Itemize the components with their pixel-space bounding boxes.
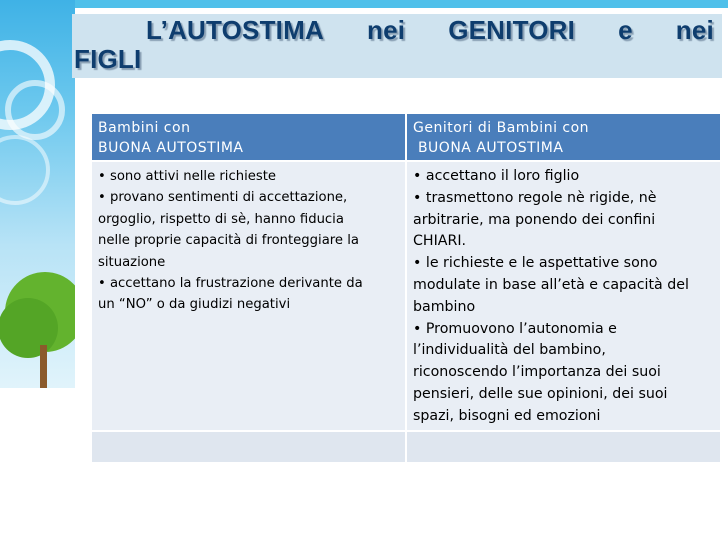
title-line-1 (78, 16, 714, 45)
text-line: riconoscendo l’importanza dei suoi (413, 364, 661, 381)
title-line-2: FIGLI (74, 44, 142, 74)
text-line: • sono attivi nelle richieste (98, 169, 277, 184)
tree-illustration (0, 0, 75, 546)
title-word: L’AUTOSTIMA (146, 15, 324, 45)
table-row (91, 161, 721, 431)
text-line: • Promuovono l’autonomia e (413, 320, 617, 337)
header-line: BUONA AUTOSTIMA (98, 140, 244, 156)
header-line: BUONA AUTOSTIMA (413, 140, 564, 156)
ground (0, 388, 75, 546)
title-word: nei (675, 15, 714, 45)
empty-row (91, 431, 721, 463)
header-row (91, 113, 721, 161)
text-line: nelle proprie capacità di fronteggiare la (98, 233, 359, 249)
text-line: • provano sentimenti di accettazione, (98, 190, 348, 206)
text-line: spazi, bisogni ed emozioni (413, 407, 601, 424)
header-line: Genitori di Bambini con (413, 120, 590, 136)
title-word: GENITORI (448, 15, 576, 45)
empty-cell (91, 431, 406, 463)
text-line: situazione (98, 254, 166, 270)
title-word: nei (367, 15, 406, 45)
text-line: bambino (413, 298, 476, 315)
header-line: Bambini con (98, 120, 191, 136)
tree-trunk (40, 345, 47, 390)
cell-parents-traits (406, 161, 721, 431)
tree-canopy (0, 298, 58, 358)
text-line: l’individualità del bambino, (413, 342, 606, 359)
text-line: • le richieste e le aspettative sono (413, 255, 658, 272)
text-line: CHIARI. (413, 233, 467, 250)
comparison-table (90, 112, 722, 464)
text-line: • accettano il loro figlio (413, 168, 580, 184)
text-line: arbitrarie, ma ponendo dei confini (413, 211, 656, 228)
empty-cell (406, 431, 721, 463)
text-line: orgoglio, rispetto di sè, hanno fiducia (98, 211, 344, 227)
cell-children-traits (91, 161, 406, 431)
text-line: modulate in base all’età e capacità del (413, 276, 689, 293)
text-line: • accettano la frustrazione derivante da (98, 276, 363, 292)
text-line: un “NO” o da giudizi negativi (98, 297, 291, 313)
slide-title (72, 14, 722, 78)
title-word: e (618, 15, 633, 45)
text-line: • trasmettono regole nè rigide, nè (413, 189, 657, 206)
decorative-background (0, 0, 75, 546)
text-line: pensieri, delle sue opinioni, dei suoi (413, 385, 668, 402)
top-band (75, 0, 728, 8)
header-cell-children (91, 113, 406, 161)
header-cell-parents (406, 113, 721, 161)
